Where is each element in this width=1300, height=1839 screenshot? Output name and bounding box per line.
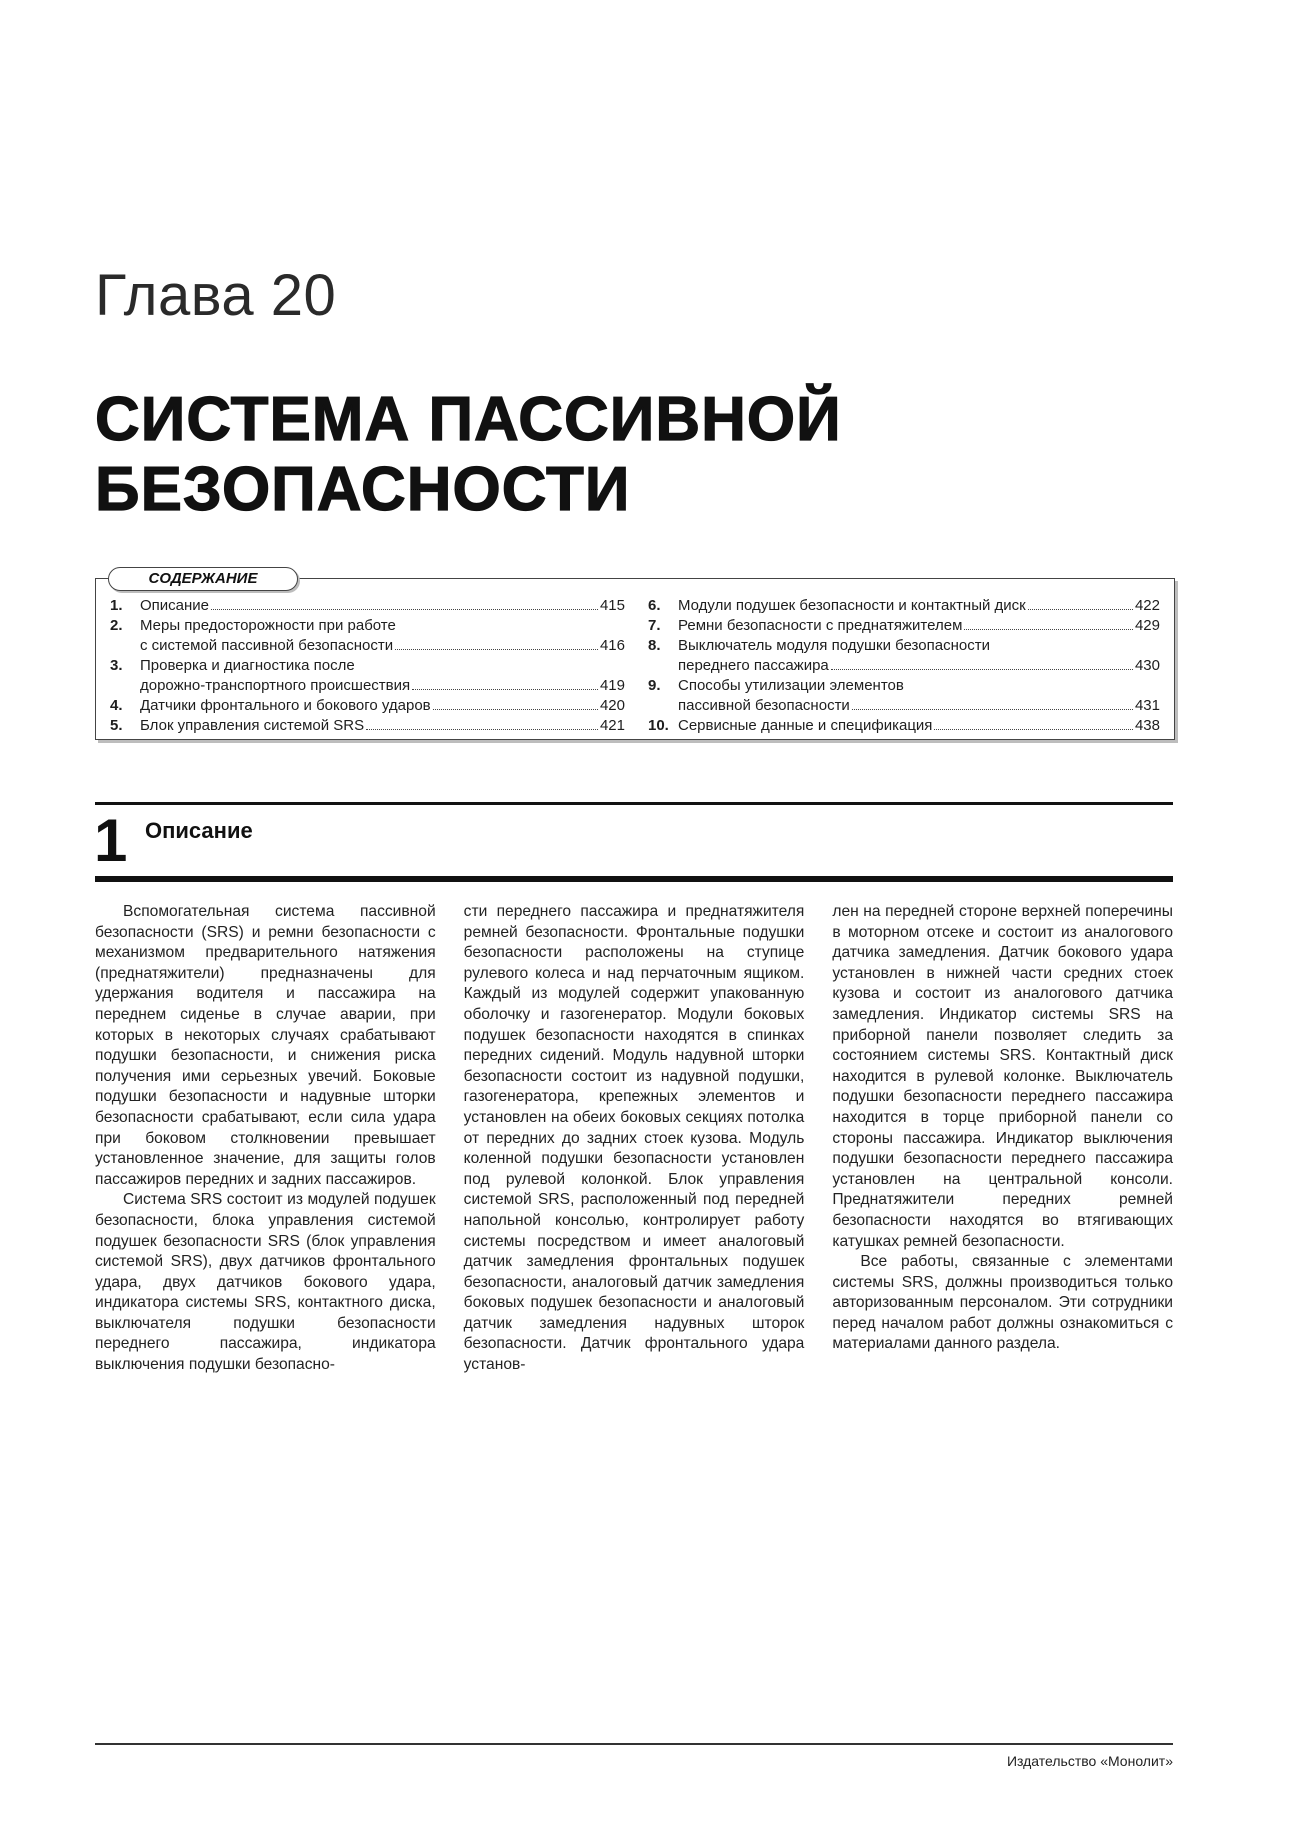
chapter-title-line2: БЕЗОПАСНОСТИ	[95, 455, 631, 524]
contents-leader-dots	[964, 629, 1133, 630]
section-number: 1	[94, 807, 128, 874]
contents-item-title: Проверка и диагностика после	[140, 657, 355, 674]
chapter-title-line1: СИСТЕМА ПАССИВНОЙ	[95, 385, 842, 454]
footer-rule	[95, 1743, 1173, 1745]
contents-item-title: Блок управления системой SRS	[140, 717, 365, 734]
contents-item	[648, 716, 1160, 736]
contents-item-page: 431	[1134, 697, 1160, 714]
paragraph: Система SRS состоит из модулей подушек безопасности, блока управления системой подушек безопасности SRS (блок управления системой SRS), двух датчиков фронтального удара, двух датчиков бокового удара, индикатора системы SRS, контактного диска, выключателя подушки безопасности переднего пассажира, индикатора выключения подушки безопасно-	[95, 1191, 436, 1374]
contents-item-number: 7.	[648, 617, 661, 634]
contents-item-number: 9.	[648, 677, 661, 694]
contents-item	[110, 716, 625, 736]
text-column-2	[464, 902, 805, 1376]
contents-leader-dots	[433, 709, 598, 710]
contents-item-number: 5.	[110, 717, 123, 734]
contents-leader-dots	[366, 729, 598, 730]
contents-item-page: 419	[599, 677, 625, 694]
contents-leader-dots	[831, 669, 1133, 670]
contents-item	[110, 596, 625, 616]
contents-leader-dots	[1028, 609, 1133, 610]
section-title: Описание	[145, 818, 253, 843]
contents-left-column	[110, 596, 625, 736]
contents-item-number: 10.	[648, 717, 669, 734]
contents-item	[110, 616, 625, 656]
contents-leader-dots	[395, 649, 598, 650]
paragraph: Вспомогательная система пассивной безопасности (SRS) и ремни безопасности с механизмом предварительного натяжения (преднатяжители) предназначены для удержания водителя и пассажира на переднем сиденье в случае аварии, при которых в некоторых случаях срабатывают подушки безопасности, и снижения риска получения ими серьезных увечий. Боковые подушки безопасности и надувные шторки безопасности срабатывают, если сила удара при боковом столкновении превышает установленное значение, для защиты голов пассажиров передних и задних пассажиров.	[95, 903, 436, 1188]
contents-item-title: Датчики фронтального и бокового ударов	[140, 697, 431, 714]
contents-leader-dots	[934, 729, 1133, 730]
contents-item-title: с системой пассивной безопасности	[140, 637, 394, 654]
contents-item-number: 8.	[648, 637, 661, 654]
footer-publisher: Издательство «Монолит»	[1006, 1753, 1173, 1769]
text-column-3	[832, 902, 1173, 1376]
contents-item-number: 6.	[648, 597, 661, 614]
contents-item	[110, 696, 625, 716]
paragraph: сти переднего пассажира и преднатяжителя ремней безопасности. Фронтальные подушки безопасности расположены на ступице рулевого колеса и над перчаточным ящиком. Каждый из модулей содержит упакованную оболочку и газогенератор. Модули боковых подушек безопасности находятся в спинках передних сидений. Модуль надувной шторки безопасности состоит из надувной подушки, газогенератора, крепежных элементов и установлен на обеих боковых секциях потолка от передних до задних стоек кузова. Модуль коленной подушки безопасности установлен под рулевой колонкой. Блок управления системой SRS, расположенный под передней напольной консолью, контролирует работу системы посредством и имеет аналоговый датчик замедления фронтальных подушек безопасности, аналоговый датчик замедления боковых подушек безопасности и аналоговый датчик замедления надувных шторок безопасности. Датчик фронтального удара установ-	[463, 903, 805, 1374]
contents-item-title: Меры предосторожности при работе	[140, 617, 396, 634]
contents-item-title: пассивной безопасности	[678, 697, 850, 714]
contents-item-title: Выключатель модуля подушки безопасности	[678, 637, 990, 654]
contents-box	[95, 570, 1175, 740]
contents-item-page: 438	[1134, 717, 1160, 734]
paragraph: Все работы, связанные с элементами системы SRS, должны производиться только авторизованным персоналом. Эти сотрудники перед началом работ должны ознакомиться с материалами данного раздела.	[832, 1253, 1174, 1353]
contents-item-title: Способы утилизации элементов	[678, 677, 904, 694]
contents-item-page: 429	[1134, 617, 1160, 634]
contents-item-page: 420	[599, 697, 625, 714]
text-column-1	[95, 902, 436, 1376]
contents-item-title: дорожно-транспортного происшествия	[140, 677, 411, 694]
contents-item-page: 416	[599, 637, 625, 654]
paragraph: лен на передней стороне верхней поперечины в моторном отсеке и состоит из аналогового датчика замедления. Датчик бокового удара установлен в нижней части средних стоек кузова и состоит из аналогового датчика замедления. Индикатор системы SRS на приборной панели позволяет следить за состоянием системы SRS. Контактный диск находится в рулевой колонке. Выключатель подушки безопасности переднего пассажира находится в торце приборной панели со стороны пассажира. Индикатор выключения подушки безопасности переднего пассажира установлен на центральной консоли. Преднатяжители передних ремней безопасности находятся во втягивающих катушках ремней безопасности.	[832, 903, 1174, 1250]
chapter-label: Глава 20	[95, 263, 337, 328]
contents-item	[648, 676, 1160, 716]
contents-item-number: 2.	[110, 617, 123, 634]
contents-heading: СОДЕРЖАНИЕ	[108, 567, 298, 591]
contents-item-number: 3.	[110, 657, 123, 674]
contents-item-title: Сервисные данные и спецификация	[678, 717, 933, 734]
contents-item-title: Описание	[140, 597, 210, 614]
body-columns	[95, 902, 1173, 1376]
contents-item	[648, 616, 1160, 636]
contents-item-page: 422	[1134, 597, 1160, 614]
contents-item-number: 4.	[110, 697, 123, 714]
contents-item	[648, 596, 1160, 616]
contents-item-title: Ремни безопасности с преднатяжителем	[678, 617, 963, 634]
contents-item	[110, 656, 625, 696]
section-rule-bottom	[95, 876, 1173, 882]
contents-item	[648, 636, 1160, 676]
contents-item-page: 415	[599, 597, 625, 614]
contents-item-number: 1.	[110, 597, 123, 614]
contents-leader-dots	[211, 609, 598, 610]
contents-item-page: 421	[599, 717, 625, 734]
contents-item-title: Модули подушек безопасности и контактный диск	[678, 597, 1026, 614]
contents-item-page: 430	[1134, 657, 1160, 674]
contents-item-title: переднего пассажира	[678, 657, 829, 674]
section-rule-top	[95, 802, 1173, 805]
chapter-title	[95, 385, 1095, 525]
contents-right-column	[648, 596, 1160, 736]
contents-leader-dots	[852, 709, 1133, 710]
contents-leader-dots	[412, 689, 598, 690]
